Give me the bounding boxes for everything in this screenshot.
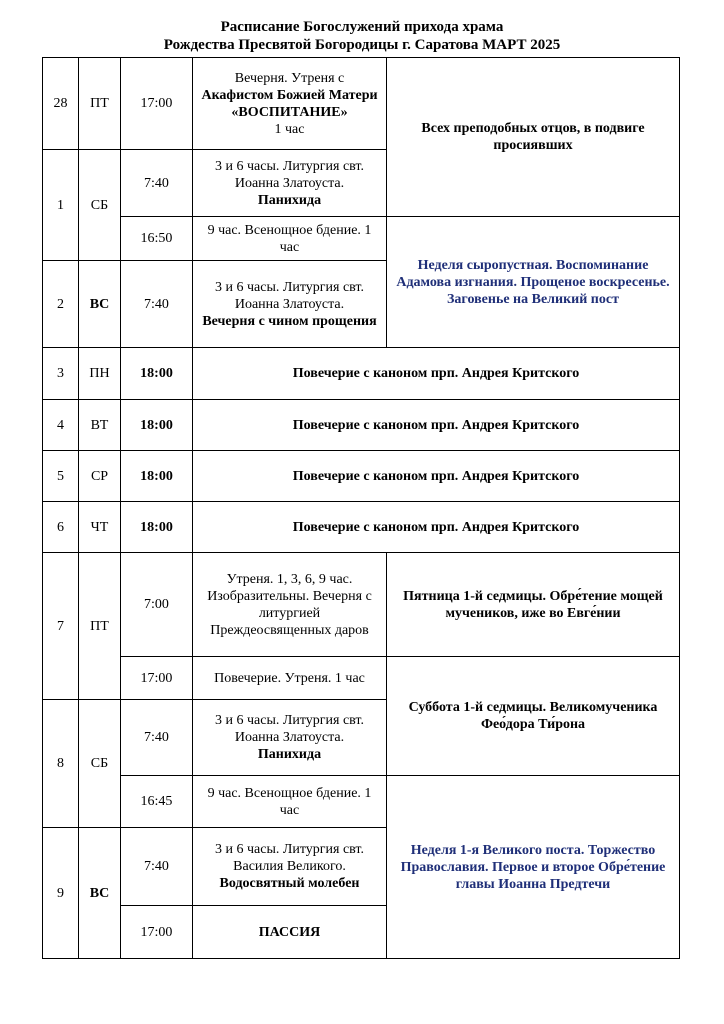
feast-cell: Неделя 1-я Великого поста. Торжество Православия. Первое и второе Обре́тение главы Иоанна Предтечи	[387, 776, 680, 959]
day-of-week: ВС	[79, 828, 121, 959]
service-time: 7:40	[121, 150, 193, 217]
service-description: Повечерие с каноном прп. Андрея Критского	[193, 451, 680, 502]
service-description: Повечерие с каноном прп. Андрея Критского	[193, 348, 680, 400]
service-description	[193, 828, 387, 906]
day-of-week: ПН	[79, 348, 121, 400]
service-text: 3 и 6 часы. Литургия свт. Иоанна Златоуста.	[214, 158, 364, 191]
service-time: 17:00	[121, 906, 193, 959]
day-of-week: ВТ	[79, 400, 121, 451]
day-number: 1	[43, 150, 79, 261]
service-text: Вечерня. Утреня с	[234, 70, 345, 86]
service-time: 17:00	[121, 657, 193, 700]
service-description	[193, 150, 387, 217]
service-time: 18:00	[121, 502, 193, 553]
day-of-week: ПТ	[79, 553, 121, 700]
table-row	[43, 451, 680, 502]
day-number: 5	[43, 451, 79, 502]
day-of-week: СР	[79, 451, 121, 502]
service-time: 16:50	[121, 217, 193, 261]
service-text: 3 и 6 часы. Литургия свт. Иоанна Златоуста.	[214, 279, 364, 312]
service-time: 17:00	[121, 58, 193, 150]
table-row	[43, 553, 680, 657]
day-number: 6	[43, 502, 79, 553]
service-text: 1 час	[274, 121, 305, 137]
service-description	[193, 700, 387, 776]
title-line-2: Рождества Пресвятой Богородицы г. Саратова МАРТ 2025	[163, 37, 561, 53]
day-number: 28	[43, 58, 79, 150]
day-number: 4	[43, 400, 79, 451]
table-row	[43, 657, 680, 700]
day-of-week: ЧТ	[79, 502, 121, 553]
day-number: 3	[43, 348, 79, 400]
feast-cell: Всех преподобных отцов, в подвиге просиявших	[387, 58, 680, 217]
table-row	[43, 58, 680, 150]
service-time: 7:00	[121, 553, 193, 657]
table-row	[43, 502, 680, 553]
service-description: Повечерие с каноном прп. Андрея Критского	[193, 502, 680, 553]
day-of-week: ПТ	[79, 58, 121, 150]
service-bold-text: Водосвятный молебен	[219, 876, 360, 891]
service-time: 18:00	[121, 348, 193, 400]
schedule-table	[42, 57, 680, 959]
service-bold-text: Вечерня с чином прощения	[202, 313, 377, 329]
table-row	[43, 400, 680, 451]
service-time: 18:00	[121, 451, 193, 502]
service-bold-text: Панихида	[257, 747, 322, 762]
service-time: 7:40	[121, 261, 193, 348]
service-time: 18:00	[121, 400, 193, 451]
day-number: 8	[43, 700, 79, 828]
service-description: 9 час. Всенощное бдение. 1 час	[193, 776, 387, 828]
day-of-week: ВС	[79, 261, 121, 348]
service-description	[193, 261, 387, 348]
service-time: 16:45	[121, 776, 193, 828]
table-row	[43, 348, 680, 400]
day-number: 7	[43, 553, 79, 700]
service-bold-text: Акафистом Божией Матери «ВОСПИТАНИЕ»	[201, 87, 378, 120]
page-title	[0, 18, 724, 54]
service-bold-text: Панихида	[257, 192, 322, 208]
feast-cell: Неделя сыропустная. Воспоминание Адамова изгнания. Прощеное воскресенье. Заговенье на Великий пост	[387, 217, 680, 348]
service-description: ПАССИЯ	[193, 906, 387, 959]
day-number: 2	[43, 261, 79, 348]
day-number: 9	[43, 828, 79, 959]
service-description	[193, 58, 387, 150]
service-description: Повечерие. Утреня. 1 час	[193, 657, 387, 700]
title-line-1: Расписание Богослужений прихода храма	[220, 19, 504, 35]
table-row	[43, 217, 680, 261]
feast-cell: Пятница 1-й седмицы. Обре́тение мощей мучеников, иже во Евге́нии	[387, 553, 680, 657]
service-time: 7:40	[121, 828, 193, 906]
service-description: Утреня. 1, 3, 6, 9 час. Изобразительны. Вечерня с литургией Преждеосвященных даров	[193, 553, 387, 657]
day-of-week: СБ	[79, 150, 121, 261]
day-of-week: СБ	[79, 700, 121, 828]
service-text: 3 и 6 часы. Литургия свт. Иоанна Златоуста.	[214, 713, 364, 745]
feast-cell: Суббота 1-й седмицы. Великомученика Фео́дора Ти́рона	[387, 657, 680, 776]
service-time: 7:40	[121, 700, 193, 776]
service-description: Повечерие с каноном прп. Андрея Критского	[193, 400, 680, 451]
service-description: 9 час. Всенощное бдение. 1 час	[193, 217, 387, 261]
table-row	[43, 776, 680, 828]
service-text: 3 и 6 часы. Литургия свт. Василия Великого.	[214, 842, 364, 874]
